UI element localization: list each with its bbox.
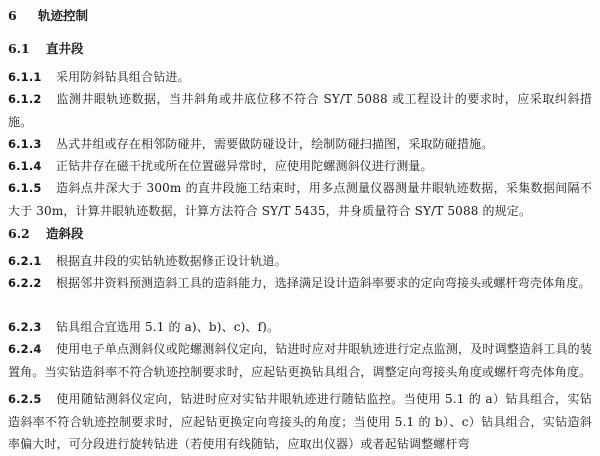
clause-text: 丛式井组或存在相邻防碰井，需要做防碰设计，绘制防碰扫描图，采取防碰措施。 [56,137,494,151]
clause-6-2-2 [8,272,592,295]
section-number: 6 [8,8,17,23]
clause-number: 6.1.2 [8,92,42,106]
subsection-heading-6-2 [8,226,84,242]
clause-number: 6.2.5 [8,392,42,406]
clause-6-1-2 [8,88,592,133]
clause-text: 正钻井存在磁干扰或所在位置磁异常时，应使用陀螺测斜仪进行测量。 [56,159,433,173]
clause-text: 使用电子单点测斜仪或陀螺测斜仪定向，钻进时应对井眼轨迹进行定点监测，及时调整造斜工具的装置角。当实钻造斜率不符合轨迹控制要求时，应起钻更换钻具组合，调整定向弯接头角度或螺杆弯壳体角度。 [8,342,592,379]
clause-text: 钻具组合宜选用 5.1 的 a)、b)、c)、f)。 [56,320,280,334]
clause-number: 6.2.3 [8,320,42,334]
clause-6-1-5 [8,177,592,222]
clause-number: 6.1.5 [8,181,42,195]
clause-6-1-1 [8,66,592,89]
clause-text: 根据直井段的实钻轨迹数据修正设计轨道。 [56,254,287,268]
clause-number: 6.1.1 [8,70,42,84]
clause-6-2-4 [8,338,592,383]
clause-text: 根据邻井资料预测造斜工具的造斜能力，选择满足设计造斜率要求的定向弯接头或螺杆弯壳体角度。 [56,276,591,290]
clause-number: 6.1.3 [8,137,42,151]
clause-text: 使用随钻测斜仪定向，钻进时应对实钻井眼轨迹进行随钻监控。当使用 5.1 的 a）钻具组合，实钻造斜率不符合轨迹控制要求时，应起钻更换定向弯接头的角度；当使用 5.1 的 b）、c）钻具组合，实钻造斜率偏大时，可分段进行旋转钻进（若使用有线随钻，应取出仪器）或者起钻调整螺杆弯 [8,392,592,451]
clause-text: 监测井眼轨迹数据，当井斜角或井底位移不符合 SY/T 5088 或工程设计的要求时，应采取纠斜措施。 [8,92,592,129]
clause-6-1-3 [8,133,592,156]
clause-number: 6.2.2 [8,276,42,290]
clause-number: 6.2.4 [8,342,42,356]
section-title: 轨迹控制 [38,8,89,23]
subsection-title: 造斜段 [46,226,84,241]
clause-6-1-4 [8,155,592,178]
subsection-number: 6.2 [8,226,30,241]
clause-6-2-3 [8,316,592,339]
subsection-heading-6-1 [8,41,84,57]
clause-number: 6.2.1 [8,254,42,268]
clause-text: 造斜点井深大于 300m 的直井段施工结束时，用多点测量仪器测量井眼轨迹数据，采集数据间隔不大于 30m，计算井眼轨迹数据，计算方法符合 SY/T 5435，井身质量符合 SY/T 5088 的规定。 [8,181,592,218]
subsection-title: 直井段 [46,41,84,56]
subsection-number: 6.1 [8,41,30,56]
clause-6-2-5 [8,388,592,456]
clause-text: 采用防斜钻具组合钻进。 [56,70,190,84]
clause-number: 6.1.4 [8,159,42,173]
section-heading [8,8,88,24]
clause-6-2-1 [8,250,592,273]
